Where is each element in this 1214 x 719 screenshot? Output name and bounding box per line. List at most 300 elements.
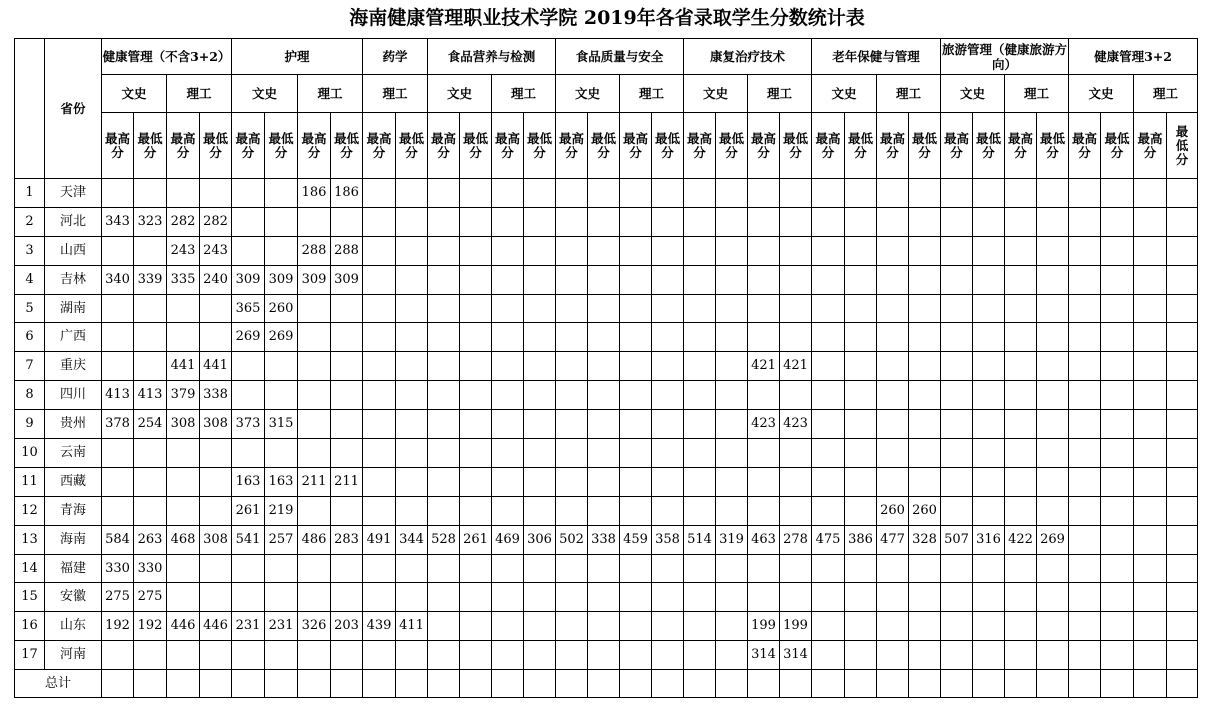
score-cell [812, 554, 845, 583]
score-cell: 541 [232, 525, 265, 554]
score-cell [1167, 265, 1198, 294]
score-cell [363, 352, 396, 381]
subject-header: 理工 [1005, 75, 1069, 113]
score-cell [428, 467, 460, 496]
score-cell [973, 381, 1005, 410]
score-cell [1101, 236, 1134, 265]
score-cell [1069, 179, 1101, 208]
table-row [15, 496, 1198, 525]
score-cell [652, 554, 684, 583]
score-cell: 446 [167, 612, 200, 641]
score-cell [973, 496, 1005, 525]
score-cell: 386 [845, 525, 877, 554]
score-cell [556, 467, 588, 496]
score-subheader: 最低分 [845, 113, 877, 179]
score-cell [232, 352, 265, 381]
score-cell: 365 [232, 294, 265, 323]
row-number: 6 [15, 323, 45, 352]
score-cell [652, 496, 684, 525]
province-header: 省份 [45, 39, 102, 179]
row-number: 2 [15, 207, 45, 236]
score-cell [460, 496, 492, 525]
score-cell: 199 [780, 612, 812, 641]
score-cell: 186 [298, 179, 331, 208]
score-cell [684, 265, 716, 294]
score-cell [200, 583, 232, 612]
score-cell [973, 467, 1005, 496]
row-number: 5 [15, 294, 45, 323]
score-cell [684, 410, 716, 439]
score-cell [1134, 641, 1167, 670]
score-cell: 338 [200, 381, 232, 410]
score-cell [941, 179, 973, 208]
score-cell: 309 [232, 265, 265, 294]
score-cell [265, 236, 298, 265]
score-cell [812, 265, 845, 294]
score-cell [1134, 410, 1167, 439]
table-row [15, 265, 1198, 294]
score-cell [428, 641, 460, 670]
score-cell [460, 265, 492, 294]
score-cell: 186 [331, 179, 363, 208]
score-cell [331, 410, 363, 439]
score-cell [941, 352, 973, 381]
score-cell [877, 236, 909, 265]
score-cell [363, 179, 396, 208]
score-cell [363, 583, 396, 612]
score-cell [556, 381, 588, 410]
score-cell [102, 294, 134, 323]
score-cell [877, 294, 909, 323]
score-cell [1069, 207, 1101, 236]
score-cell [748, 207, 780, 236]
score-cell [973, 179, 1005, 208]
score-cell [845, 467, 877, 496]
total-cell [748, 670, 780, 698]
score-cell [909, 352, 941, 381]
score-cell [845, 352, 877, 381]
score-cell [556, 207, 588, 236]
score-cell [684, 641, 716, 670]
score-cell: 316 [973, 525, 1005, 554]
score-cell [780, 294, 812, 323]
score-cell [812, 352, 845, 381]
score-cell [1167, 583, 1198, 612]
score-cell [460, 583, 492, 612]
score-cell: 319 [716, 525, 748, 554]
score-cell [716, 294, 748, 323]
table-row [15, 525, 1198, 554]
score-cell [556, 439, 588, 468]
score-cell [1005, 179, 1037, 208]
table-row [15, 236, 1198, 265]
score-cell: 477 [877, 525, 909, 554]
score-cell [524, 265, 556, 294]
score-cell [716, 467, 748, 496]
table-row [15, 381, 1198, 410]
score-cell [620, 554, 652, 583]
score-cell [684, 554, 716, 583]
score-cell [460, 410, 492, 439]
score-cell [1069, 410, 1101, 439]
score-cell [396, 352, 428, 381]
score-cell [1101, 381, 1134, 410]
score-cell [845, 236, 877, 265]
subject-header: 文史 [428, 75, 492, 113]
score-cell [363, 641, 396, 670]
score-cell [1037, 207, 1069, 236]
score-cell [1069, 381, 1101, 410]
score-cell [331, 323, 363, 352]
score-cell [460, 294, 492, 323]
row-number: 9 [15, 410, 45, 439]
total-cell [298, 670, 331, 698]
score-cell [941, 467, 973, 496]
total-cell [909, 670, 941, 698]
table-row [15, 207, 1198, 236]
score-cell [1005, 583, 1037, 612]
score-cell [460, 439, 492, 468]
score-subheader: 最低分 [1101, 113, 1134, 179]
score-cell [716, 207, 748, 236]
score-cell [134, 294, 167, 323]
score-cell [134, 352, 167, 381]
score-cell [1101, 583, 1134, 612]
score-cell [1005, 641, 1037, 670]
score-cell [1101, 294, 1134, 323]
score-cell: 282 [167, 207, 200, 236]
score-table [14, 38, 1198, 698]
score-cell: 502 [556, 525, 588, 554]
score-cell [200, 496, 232, 525]
score-cell [134, 496, 167, 525]
province-name: 广西 [45, 323, 102, 352]
score-cell [845, 179, 877, 208]
score-subheader: 最低分 [524, 113, 556, 179]
score-cell [492, 236, 524, 265]
score-cell: 335 [167, 265, 200, 294]
score-subheader: 最低分 [460, 113, 492, 179]
score-cell [1134, 352, 1167, 381]
score-cell [492, 641, 524, 670]
score-cell [524, 496, 556, 525]
score-cell [265, 439, 298, 468]
score-cell: 260 [265, 294, 298, 323]
score-cell [780, 439, 812, 468]
score-cell [363, 381, 396, 410]
score-cell [909, 381, 941, 410]
score-cell [363, 410, 396, 439]
score-cell [200, 467, 232, 496]
score-cell [102, 496, 134, 525]
score-cell [524, 179, 556, 208]
score-cell [524, 583, 556, 612]
score-cell: 340 [102, 265, 134, 294]
score-cell [877, 554, 909, 583]
score-subheader: 最低分 [1167, 113, 1198, 179]
score-cell [1167, 294, 1198, 323]
province-name: 西藏 [45, 467, 102, 496]
score-cell [1005, 207, 1037, 236]
score-cell: 308 [167, 410, 200, 439]
score-cell [428, 207, 460, 236]
score-cell [524, 641, 556, 670]
score-cell [102, 352, 134, 381]
score-cell [1037, 467, 1069, 496]
score-cell [167, 179, 200, 208]
score-cell [973, 612, 1005, 641]
score-cell [556, 496, 588, 525]
score-cell [909, 179, 941, 208]
score-cell [1069, 525, 1101, 554]
score-cell [941, 612, 973, 641]
score-cell [652, 265, 684, 294]
score-cell [716, 583, 748, 612]
province-name: 河北 [45, 207, 102, 236]
score-cell [396, 323, 428, 352]
score-cell [200, 641, 232, 670]
score-cell [428, 294, 460, 323]
score-cell: 243 [167, 236, 200, 265]
score-cell [588, 323, 620, 352]
score-cell [298, 496, 331, 525]
score-cell [200, 179, 232, 208]
score-cell: 314 [780, 641, 812, 670]
score-subheader: 最低分 [973, 113, 1005, 179]
score-cell [396, 236, 428, 265]
score-cell [331, 583, 363, 612]
score-cell [396, 179, 428, 208]
score-cell [620, 410, 652, 439]
province-name: 云南 [45, 439, 102, 468]
total-cell [812, 670, 845, 698]
score-cell [1005, 612, 1037, 641]
subject-header: 文史 [232, 75, 298, 113]
score-subheader: 最高分 [877, 113, 909, 179]
score-cell [1134, 496, 1167, 525]
score-cell [1167, 236, 1198, 265]
score-cell [845, 265, 877, 294]
score-cell [684, 439, 716, 468]
score-cell [524, 554, 556, 583]
score-cell [716, 265, 748, 294]
score-cell [716, 554, 748, 583]
score-cell [588, 381, 620, 410]
score-cell [331, 352, 363, 381]
score-cell [780, 467, 812, 496]
score-cell [298, 381, 331, 410]
total-cell [1005, 670, 1037, 698]
score-subheader: 最高分 [363, 113, 396, 179]
score-cell [812, 207, 845, 236]
score-cell [1167, 439, 1198, 468]
total-cell [556, 670, 588, 698]
score-cell: 192 [102, 612, 134, 641]
subject-header: 文史 [556, 75, 620, 113]
score-cell [652, 612, 684, 641]
score-cell [652, 179, 684, 208]
score-cell [780, 179, 812, 208]
score-cell [524, 352, 556, 381]
table-row [15, 467, 1198, 496]
score-cell [780, 236, 812, 265]
score-cell [812, 612, 845, 641]
score-cell [1037, 179, 1069, 208]
score-cell [845, 612, 877, 641]
score-cell [973, 236, 1005, 265]
score-cell [200, 294, 232, 323]
score-cell [1101, 410, 1134, 439]
score-cell [1101, 496, 1134, 525]
score-cell [524, 236, 556, 265]
score-cell [363, 496, 396, 525]
score-cell [620, 467, 652, 496]
score-cell [748, 265, 780, 294]
score-cell: 315 [265, 410, 298, 439]
score-cell [684, 236, 716, 265]
score-cell [428, 323, 460, 352]
table-row [15, 323, 1198, 352]
total-cell [167, 670, 200, 698]
score-cell [524, 294, 556, 323]
score-cell [102, 439, 134, 468]
subject-header: 文史 [941, 75, 1005, 113]
major-header: 健康管理（不含3+2） [102, 39, 232, 75]
score-cell [941, 323, 973, 352]
score-cell: 459 [620, 525, 652, 554]
score-cell [845, 323, 877, 352]
major-header: 康复治疗技术 [684, 39, 812, 75]
score-cell [492, 381, 524, 410]
score-cell [620, 496, 652, 525]
score-cell [748, 381, 780, 410]
score-cell [396, 439, 428, 468]
score-cell [652, 323, 684, 352]
total-cell [845, 670, 877, 698]
score-subheader: 最低分 [909, 113, 941, 179]
score-cell: 269 [1037, 525, 1069, 554]
score-cell: 344 [396, 525, 428, 554]
score-cell [232, 381, 265, 410]
score-cell [396, 207, 428, 236]
score-cell [877, 352, 909, 381]
score-cell [396, 554, 428, 583]
major-header: 健康管理3+2 [1069, 39, 1198, 75]
score-cell [780, 554, 812, 583]
score-cell [1005, 323, 1037, 352]
score-cell [167, 323, 200, 352]
score-cell [556, 612, 588, 641]
score-cell [1037, 612, 1069, 641]
score-cell [492, 294, 524, 323]
score-cell [1134, 207, 1167, 236]
score-cell [1134, 467, 1167, 496]
score-cell [1069, 439, 1101, 468]
score-cell [200, 554, 232, 583]
score-cell [973, 323, 1005, 352]
score-cell: 269 [232, 323, 265, 352]
total-cell [1167, 670, 1198, 698]
score-cell [524, 410, 556, 439]
score-cell [748, 496, 780, 525]
score-cell [265, 381, 298, 410]
score-cell: 379 [167, 381, 200, 410]
total-cell [134, 670, 167, 698]
score-cell: 373 [232, 410, 265, 439]
score-cell [652, 294, 684, 323]
major-header: 食品营养与检测 [428, 39, 556, 75]
score-cell [1037, 410, 1069, 439]
score-cell [748, 236, 780, 265]
score-cell: 486 [298, 525, 331, 554]
score-cell [973, 641, 1005, 670]
table-row [15, 410, 1198, 439]
score-cell [102, 641, 134, 670]
score-cell [167, 439, 200, 468]
major-header: 护理 [232, 39, 363, 75]
score-cell: 491 [363, 525, 396, 554]
score-cell [556, 410, 588, 439]
score-cell [909, 410, 941, 439]
score-cell [298, 352, 331, 381]
score-cell: 514 [684, 525, 716, 554]
row-number: 1 [15, 179, 45, 208]
score-cell [102, 467, 134, 496]
score-cell [428, 265, 460, 294]
province-name: 重庆 [45, 352, 102, 381]
score-subheader: 最高分 [167, 113, 200, 179]
score-cell [1005, 554, 1037, 583]
score-cell [812, 641, 845, 670]
score-cell [652, 641, 684, 670]
score-cell [556, 323, 588, 352]
score-cell [877, 265, 909, 294]
score-cell [1005, 381, 1037, 410]
score-cell [973, 265, 1005, 294]
total-label: 总计 [15, 670, 102, 698]
score-cell [973, 439, 1005, 468]
score-cell [1037, 583, 1069, 612]
score-cell [1134, 554, 1167, 583]
score-cell [363, 323, 396, 352]
score-cell [428, 583, 460, 612]
score-cell: 254 [134, 410, 167, 439]
row-number: 13 [15, 525, 45, 554]
score-cell [877, 381, 909, 410]
score-cell [232, 207, 265, 236]
score-cell [1069, 352, 1101, 381]
table-row [15, 179, 1198, 208]
score-cell [652, 583, 684, 612]
table-row [15, 583, 1198, 612]
score-cell [363, 439, 396, 468]
province-name: 贵州 [45, 410, 102, 439]
score-cell [556, 294, 588, 323]
score-cell [556, 179, 588, 208]
score-cell [460, 236, 492, 265]
score-cell [909, 323, 941, 352]
score-cell: 423 [748, 410, 780, 439]
subject-header: 文史 [812, 75, 877, 113]
score-cell [492, 352, 524, 381]
score-cell [460, 179, 492, 208]
score-cell [588, 496, 620, 525]
score-cell [845, 410, 877, 439]
score-cell [620, 265, 652, 294]
subject-header: 理工 [298, 75, 363, 113]
total-cell [877, 670, 909, 698]
score-cell [524, 467, 556, 496]
